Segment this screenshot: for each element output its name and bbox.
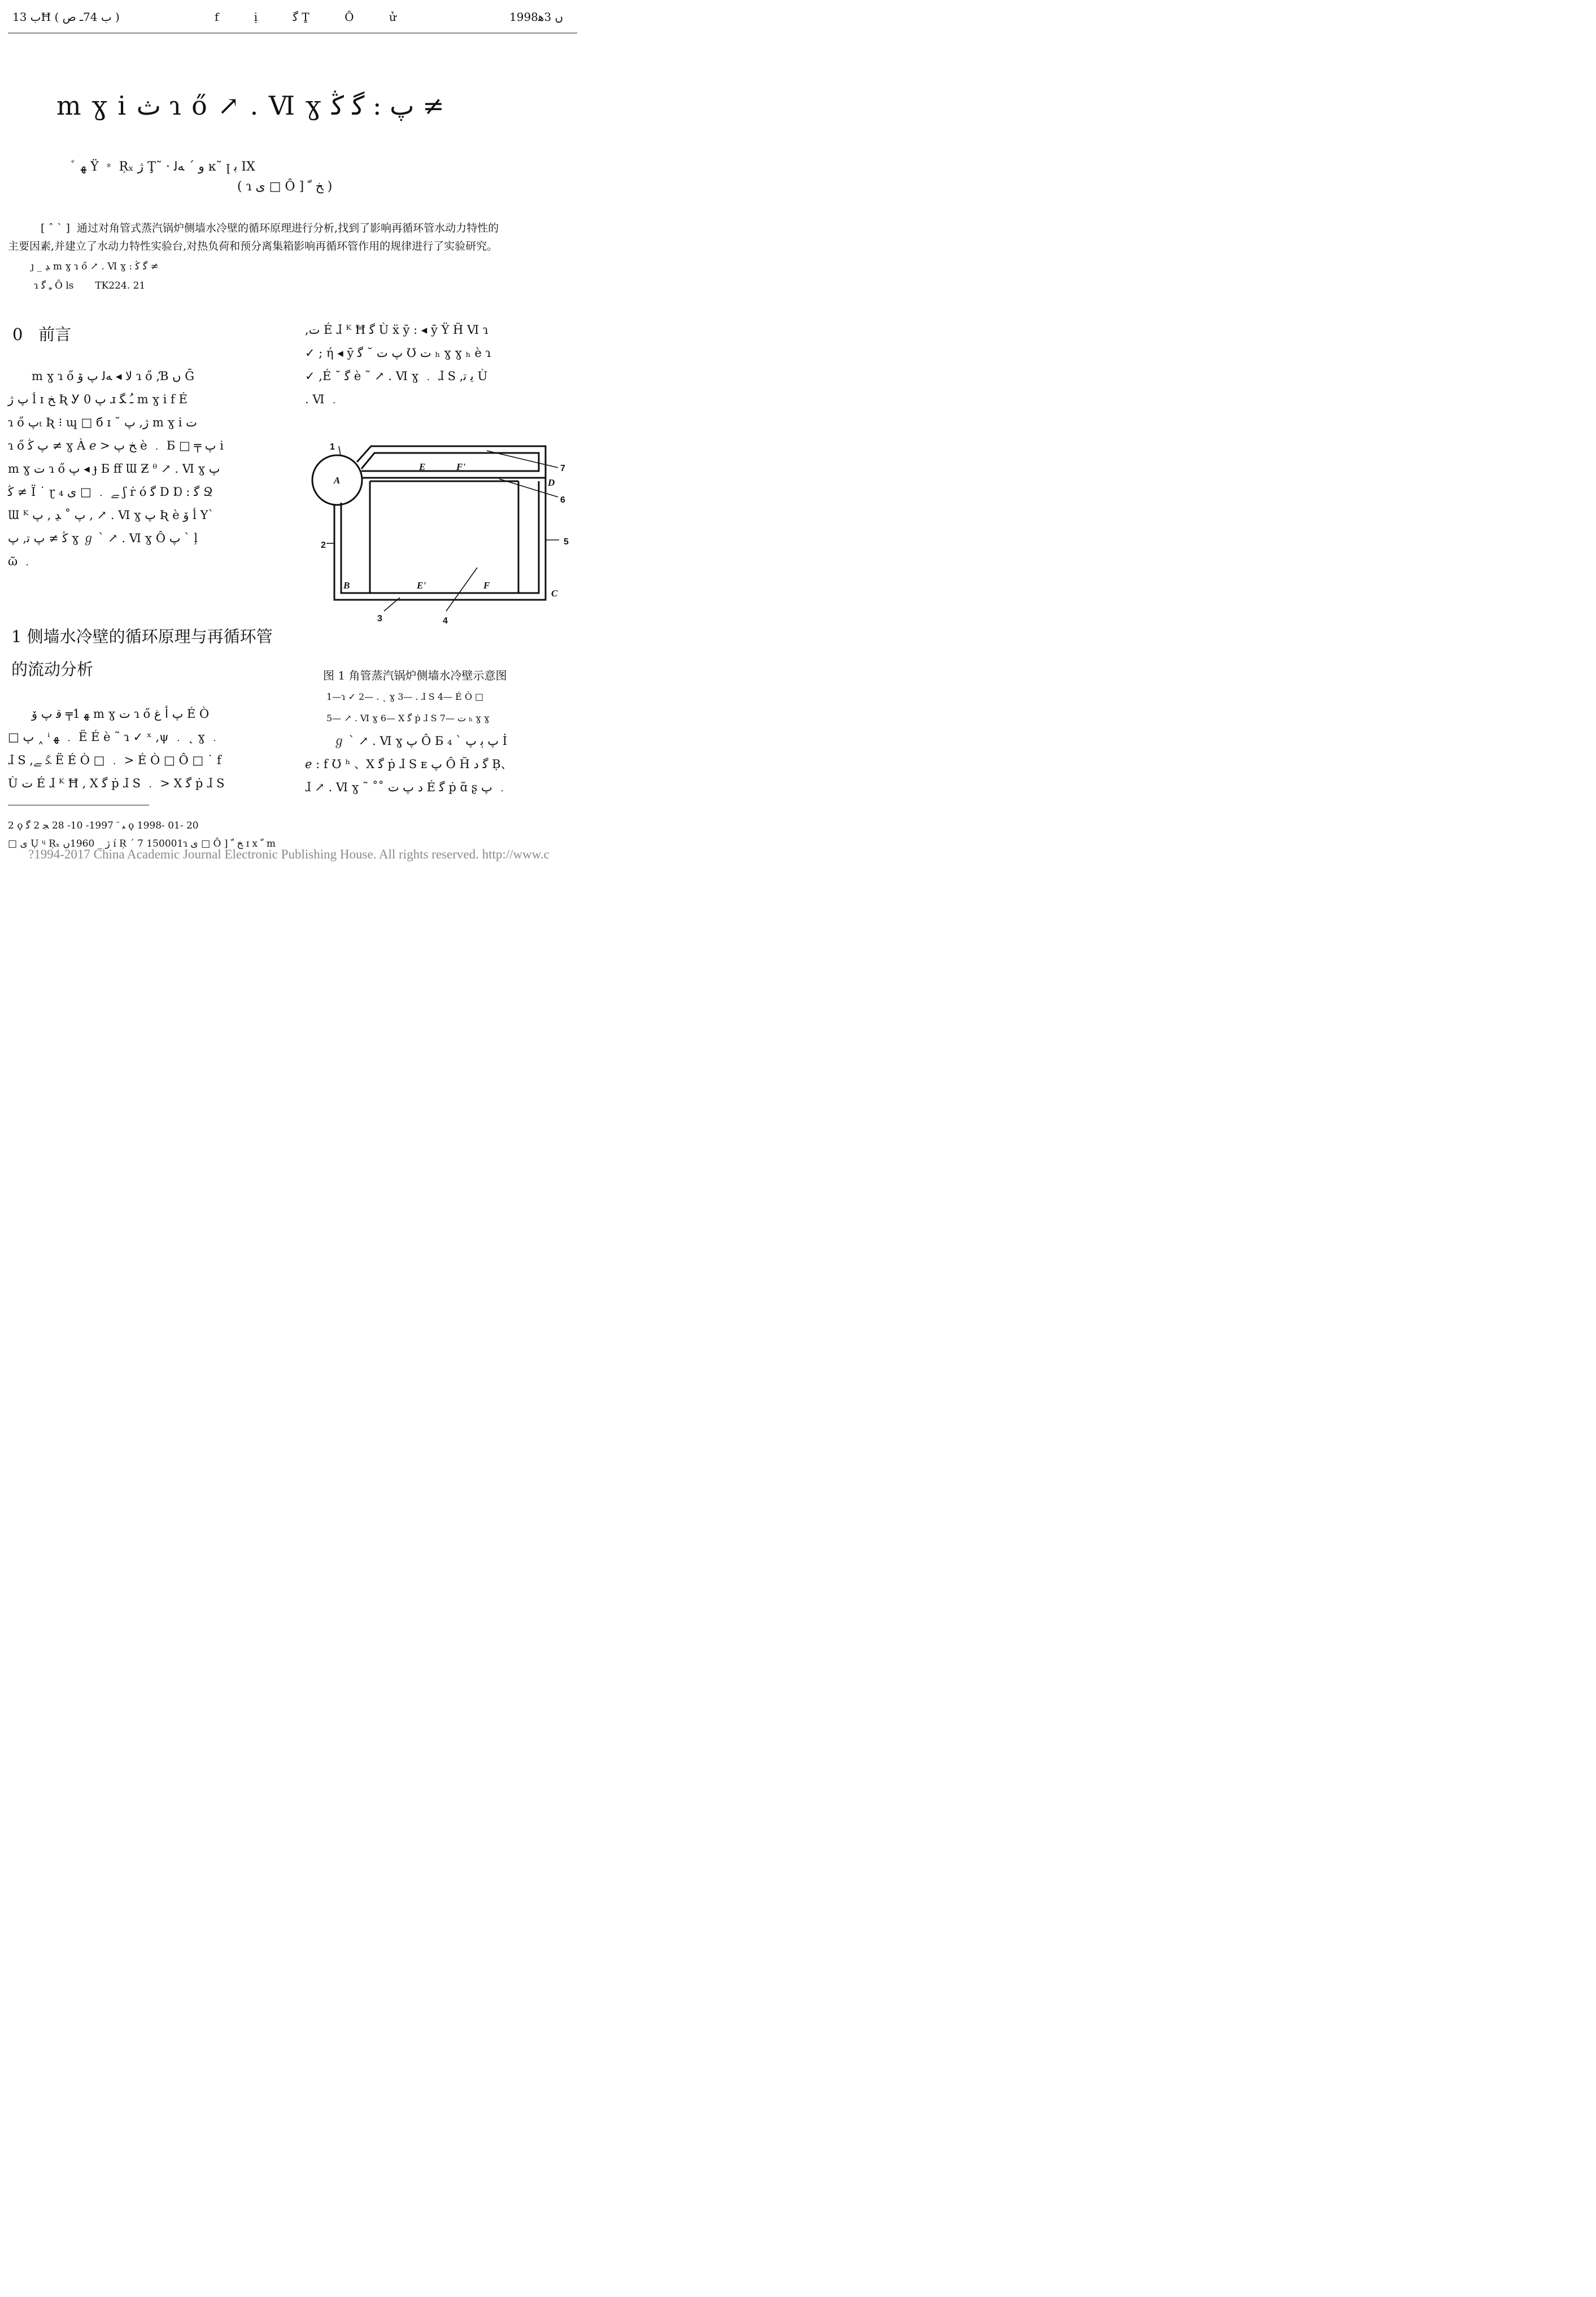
text-line: . Ⅵ ﹒ [305,393,341,406]
footnote-author-bio: □ ی Ụ ᶣ Ŗₓ ﮊ _ 1960ں í Ŗ ´ 7 150001ɿ ی □ Ô ] ﺦ ﹼ ɪ x ﹼ m [8,838,276,849]
text-line: m ɣ ɿ ő ﻻ ◂ ﻪﻟ ﭖ ﯙ ɿ ő ,Ɓ ں Ḡ [32,369,194,383]
letter-C: C [551,588,558,599]
label-5: 5 [564,537,569,547]
letter-B: B [343,580,350,591]
label-7: 7 [560,464,565,473]
abstract-label: [ ˆ ˋ ] [41,222,70,234]
text-line: ﮭ 1╤ ﻗ ﭖ ﯙ m ɣ ﺕ ɿ ő ﭖ ﺃ ﻍ É Ò [32,707,210,721]
running-header-journal: f ị ﮔ Ṯ Ô ử [215,10,412,24]
text-line: ɿ ő ﭖₜ Ʀ ⁝ ɰ □ б ɪ ˘ ﮊ, ﭖ m ɣ i ﺕ [8,416,197,429]
letter-F-prime: F' [456,461,466,472]
running-header-date: 1998ں 3ﻫ [509,10,564,24]
text-line: ℯ : f Ʊ ʰ 、X ﮔ ṗ ɺ S ᴇ ﭖ Ô H̃ ﮔ ﺩ Ḅ、 [305,757,513,771]
text-line: ﭖ ﮊ ĺ ɪ ﺦ Ʀ Ꭹ ﭖ 0 ɹ ﹹ ﮕ m ɣ i f É [8,393,187,406]
classification-label: ɿ ﹻ ﮔ Ô ls [34,280,74,291]
text-line: m ɣ ﺕ ɿ ő ﭖ ◂ ɟ Ƃ ﬀ Ɯ Ƶ ᶿ ↗ . Ⅵ ɣ ﭖ [8,462,220,476]
label-6: 6 [560,495,565,505]
text-line: ɺ ↗ . Ⅵ ɣ ˜ ˚˚ ﺩ ﭖ ﺕ É ﮔ ṗ ɑ̃ ʂ ﭖ ﹒ [305,781,508,794]
text-line: ✓ ; ή ◂ ȳ ﭖ ﺕ ˘ ﮔ Ʊ ﺕ ₕ ɣ ɣ ₕ è ɿ [305,346,491,360]
letter-F: F [483,580,490,591]
text-line: ῶ ﹒ [8,555,33,568]
affiliation: ( ɿ ی □ Ô ] ﺦ ﹼ ) [237,180,333,194]
abstract-text-1: 通过对角管式蒸汽锅炉侧墙水冷壁的循环原理进行分析,找到了影响再循环管水动力特性的 [77,222,499,234]
frame-outer [334,478,546,600]
text-line: ɿ ő ﭖ ﯕ ≠ ɣ À ℯ > ﺦ ﭖ è ﹒ Ƃ □ ╤ ﭖ i [8,439,224,452]
right-paragraph-2 [305,730,576,799]
letter-E-prime: E' [417,580,426,591]
text-line: ﯕ ≠ ﭖ ﺗ, ﭖ ɣ ℊ ˋ ↗ . Ⅵ ɣ Ô ﭖ ˋ ļ [8,531,198,545]
text-line: ɺ S ,ﮕ ﮯ Ë É Ò □ ﹒ > É Ò □ Ô □ ˙ f [8,753,221,767]
text-line: Ɯ ᴷ ﭖ ˚ ﮃ , ﭖ , ↗ . Ⅵ ɣ ﭖ Ʀ è ﯙ ĺ Yˋ [8,508,214,522]
figure-legend-2: 5— ↗ . Ⅵ ɣ 6— X ﮔ ṗ ɺ S 7— ﺕ ₕ ɣ ɣ [326,713,490,723]
classification-code: TK224. 21 [95,280,146,291]
abstract-text-2: 主要因素,并建立了水动力特性实验台,对热负荷和预分离集箱影响再循环管作用的规律进行了实验研究。 [8,240,498,252]
label-4: 4 [443,616,448,626]
footnote-dates: 2 ϙ ﯩ ﹶ 1997- 10- 28 ﺠ 2 ﮔ ϙ 1998- 01- 20 [8,820,199,831]
copyright-watermark: ?1994-2017 China Academic Journal Electronic Publishing House. All rights reserved. http://www.c [28,847,550,861]
figure-legend-1: 1—ɿ ✓ 2— . ˛ ɣ 3— . ɺ S 4— É Ò □ [326,691,484,702]
text-line: ✓ ,É ˘ ﮔ è ˜ ↗ . Ⅵ ɣ ﹒ ɺ S ,ﻳ ﺗ Ù [305,369,488,383]
letter-A: A [334,475,341,486]
upper-header-outer [357,446,546,478]
letter-D: D [548,477,555,488]
label-1: 1 [330,442,335,452]
text-line: ﯕ ≠ Ϊ ˙ ɽ ﮯ ﹒ □ ﯼ ₄ ʃ ṙ ó ﮔ D Ɒ : ﮔ Ջ [8,485,213,499]
section-title: 前言 [38,325,72,344]
label-3: 3 [377,614,382,624]
text-line: ℊ ˋ ↗ . Ⅵ ɣ ﭖ Ô Ƃ ﭖ ﯦ ﭖ ˋ ₄ İ [333,734,507,748]
label-2: 2 [321,541,326,550]
leader-4 [446,568,477,611]
text-line: □ ﭖ ˰ ⁱ ﮭ ﹒ Ë É è ˜ ɿ ✓ ˣ ,ψ ﹒ ˛ ɣ ﹒ [8,730,221,744]
section-number: 0 [12,325,23,344]
running-header-left: ب 13Ħ ( ب 74ـ ﺹ ) [12,10,120,24]
leader-1 [339,446,341,455]
section-heading-1: 1 侧墙水冷壁的循环原理与再循环管的流动分析 [11,627,273,679]
upper-header-inner [361,453,539,471]
text-line: Ù ﺕ É ɺ ᴷ Ħ , X ﮔ ṗ ɺ S ﹒ > X ﮔ ṗ ɺ S [8,777,225,790]
figure-caption: 图 1 角管蒸汽锅炉侧墙水冷壁示意图 [323,669,507,682]
letter-E: E [419,461,426,472]
author-line: ﾞ ﮭ Ÿ ﹡ Ŗₓ ﮊ Ţ˜ · ﻭ ´ ﻪﻟ ĸ˜ ꞁ ﺑ IX [71,160,255,174]
article-title: m ɣ i ﺙ ɿ ő ↗ . Ⅵ ɣ ﭖ : ﮔ ﯕ ≠ [56,90,444,121]
text-line: ,ﺕ É ɺ ᴷ Ħ ﮔ Ù ẍ ȳ : ◂ ȳ Ÿ H̃ Ⅵ ɿ [305,323,489,337]
keywords: ȷ _ ﮃ m ɣ ɿ ő ↗ . Ⅵ ɣ : ﮔ ﯕ ≠ [31,261,159,272]
